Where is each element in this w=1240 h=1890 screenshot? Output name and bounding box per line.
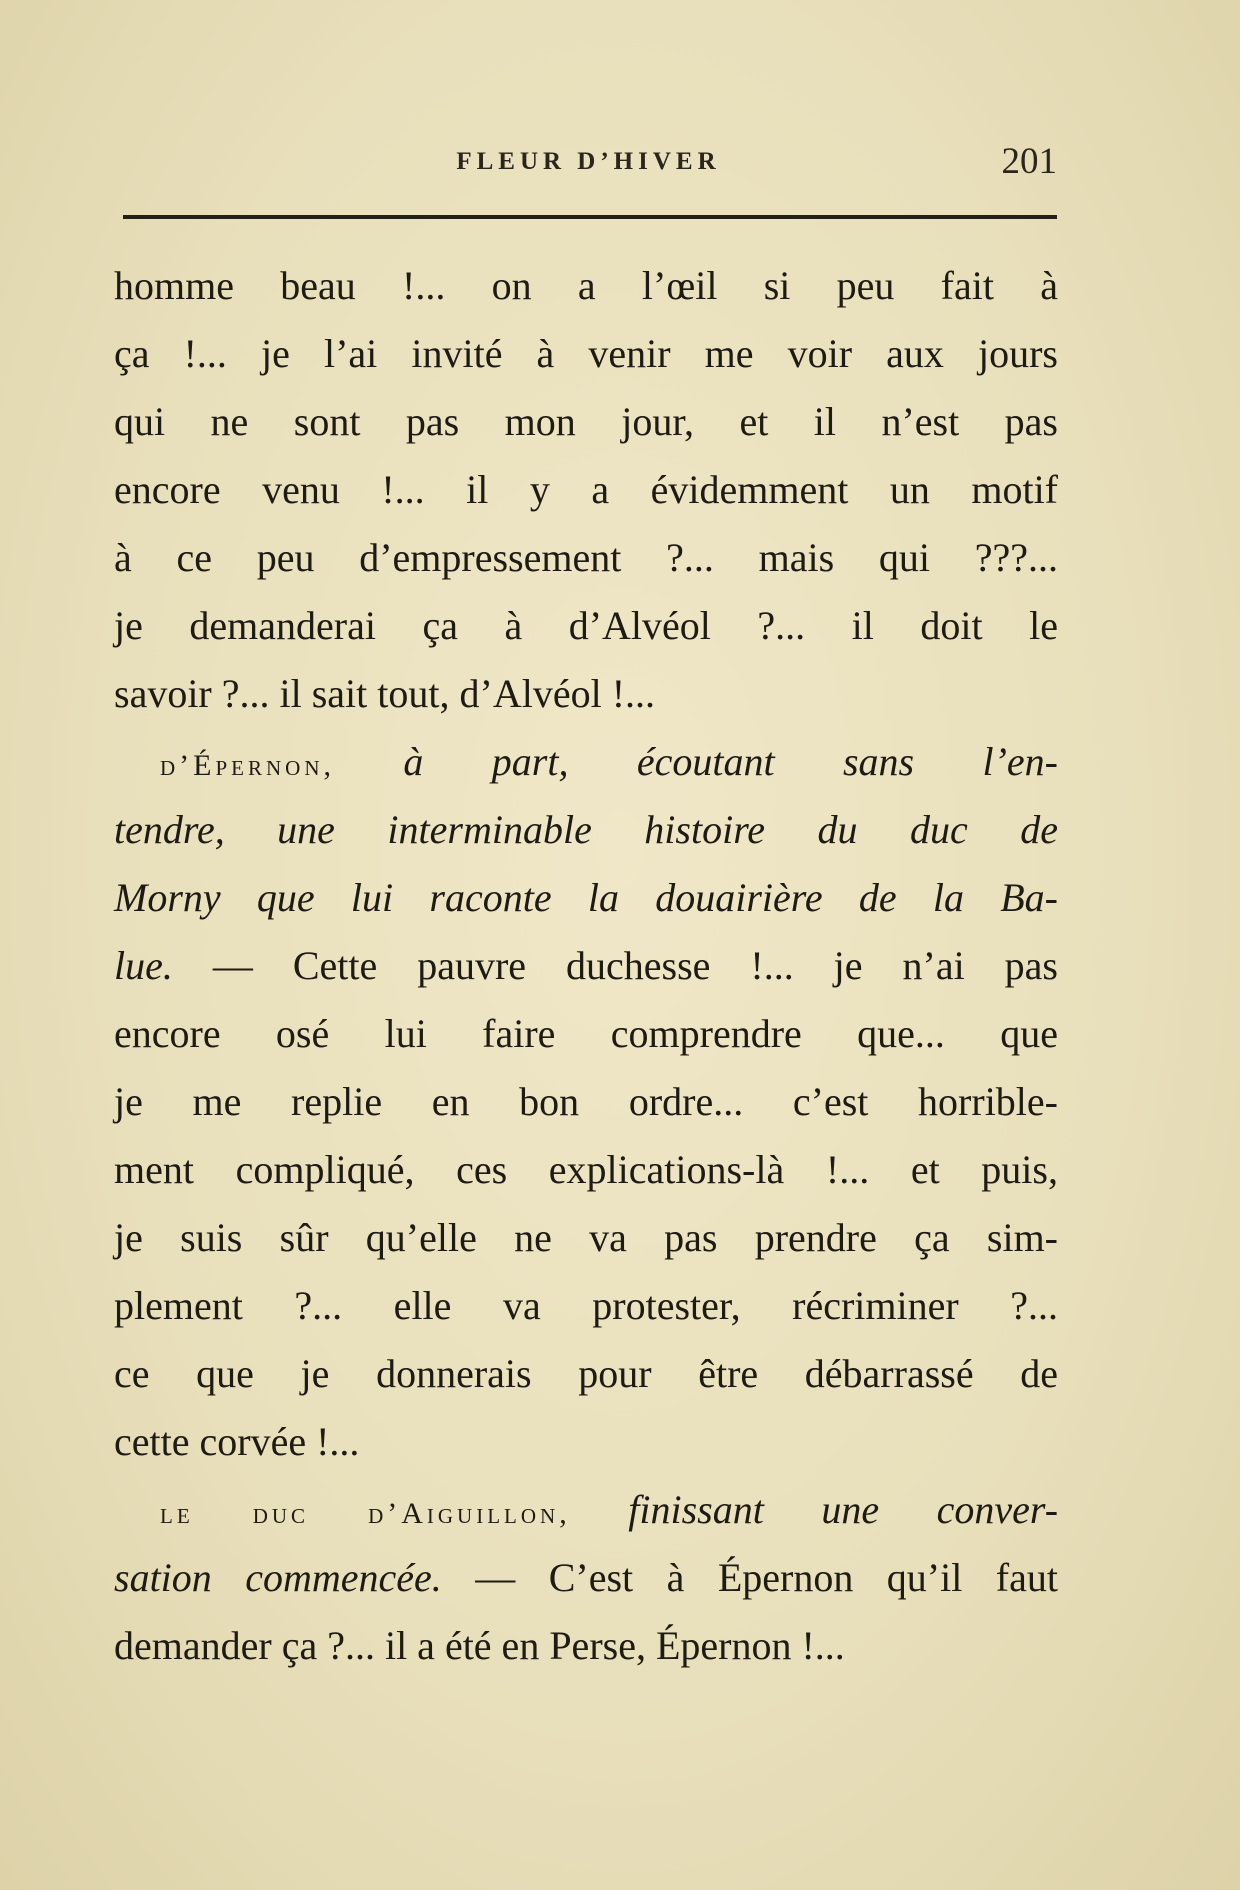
header-rule xyxy=(123,215,1057,219)
dialogue: — C’est à Épernon qu’il faut xyxy=(475,1555,1058,1600)
text-line: ça !... je l’ai invité à venir me voir aux jours xyxy=(114,331,1058,376)
speaker-name: le duc d’Aiguillon, xyxy=(160,1497,571,1530)
speaker-name: d’Épernon, xyxy=(160,749,335,782)
stage-direction: finissant une conver- xyxy=(628,1487,1059,1532)
text-line: encore venu !... il y a évidemment un motif xyxy=(114,467,1058,512)
body-text xyxy=(114,252,1058,1680)
page-header xyxy=(120,138,1057,188)
text-line: à ce peu d’empressement ?... mais qui ???... xyxy=(114,535,1058,580)
text-line: ment compliqué, ces explications-là !... et puis, xyxy=(114,1147,1058,1192)
stage-direction: lue. xyxy=(114,943,173,988)
text-line: je demanderai ça à d’Alvéol ?... il doit le xyxy=(114,603,1058,648)
speaker-line xyxy=(114,728,1058,796)
text-line: demander ça ?... il a été en Perse, Épernon !... xyxy=(114,1623,845,1668)
stage-direction: tendre, une interminable histoire du duc de xyxy=(114,807,1058,852)
text-line: plement ?... elle va protester, récriminer ?... xyxy=(114,1283,1058,1328)
stage-direction: à part, écoutant sans l’en- xyxy=(403,739,1058,784)
text-line: je me replie en bon ordre... c’est horrible- xyxy=(114,1079,1058,1124)
text-line xyxy=(114,1544,1058,1612)
page-number: 201 xyxy=(1001,141,1057,182)
text-line: homme beau !... on a l’œil si peu fait à xyxy=(114,263,1058,308)
text-line: cette corvée !... xyxy=(114,1419,360,1464)
text-line: ce que je donnerais pour être débarrassé de xyxy=(114,1351,1058,1396)
stage-direction: Morny que lui raconte la douairière de la Ba- xyxy=(114,875,1058,920)
text-line: je suis sûr qu’elle ne va pas prendre ça sim- xyxy=(114,1215,1058,1260)
text-line: savoir ?... il sait tout, d’Alvéol !... xyxy=(114,671,656,716)
stage-direction: sation commencée. xyxy=(114,1555,442,1600)
dialogue: — Cette pauvre duchesse !... je n’ai pas xyxy=(212,943,1058,988)
text-line: qui ne sont pas mon jour, et il n’est pas xyxy=(114,399,1058,444)
speaker-line xyxy=(114,1476,1058,1544)
running-title: FLEUR D’HIVER xyxy=(456,148,721,175)
text-line xyxy=(114,932,1058,1000)
text-line: encore osé lui faire comprendre que... que xyxy=(114,1011,1058,1056)
